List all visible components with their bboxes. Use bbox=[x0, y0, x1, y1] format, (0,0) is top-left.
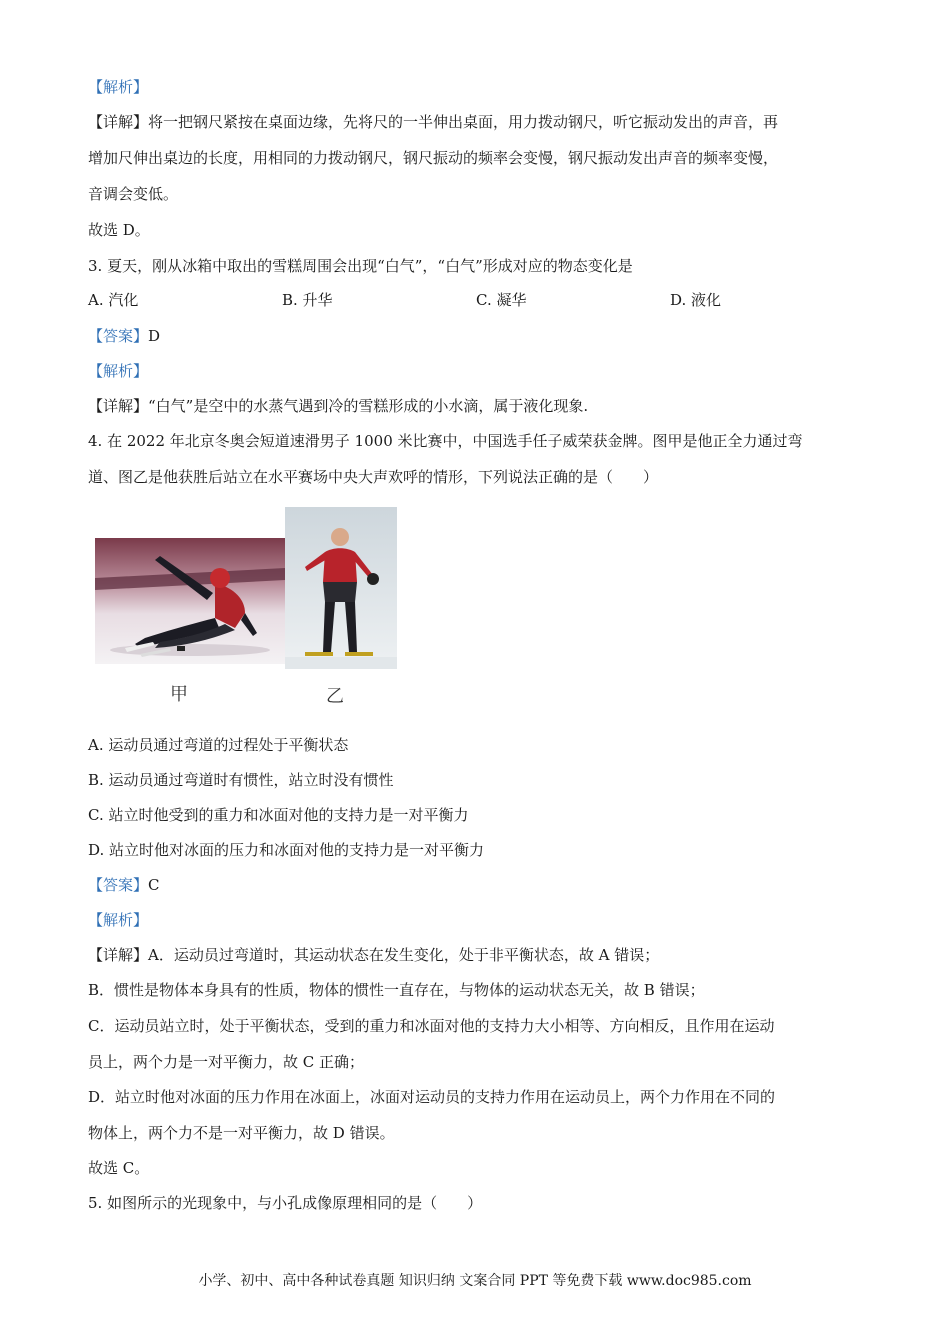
analysis-tag: 【解析】 bbox=[88, 78, 149, 96]
q3-option-d: D. 液化 bbox=[670, 291, 722, 309]
q4-detail bbox=[88, 945, 659, 965]
figure-jia-caption: 甲 bbox=[170, 684, 188, 705]
detail-tag: 【详解】 bbox=[88, 397, 149, 415]
q3-answer bbox=[88, 326, 160, 346]
figure-jia-photo bbox=[95, 538, 285, 664]
text-line: 物体上，两个力不是一对平衡力，故 D 错误。 bbox=[88, 1124, 395, 1142]
text-line: D．站立时他对冰面的压力作用在冰面上，冰面对运动员的支持力作用在运动员上，两个力作用在不同的 bbox=[88, 1088, 776, 1106]
q4-answer bbox=[88, 875, 160, 895]
answer-tag: 【答案】 bbox=[88, 327, 149, 345]
figure-yi-caption: 乙 bbox=[326, 686, 344, 707]
q3-option-c: C. 凝华 bbox=[476, 291, 527, 309]
text-line: 员上，两个力是一对平衡力，故 C 正确； bbox=[88, 1053, 365, 1071]
q4-option-b: B. 运动员通过弯道时有惯性，站立时没有惯性 bbox=[88, 771, 394, 789]
detail-paragraph bbox=[88, 112, 778, 132]
answer-tag: 【答案】 bbox=[88, 876, 149, 894]
question-5: 5. 如图所示的光现象中，与小孔成像原理相同的是（ ） bbox=[88, 1194, 483, 1212]
page-footer: 小学、初中、高中各种试卷真题 知识归纳 文案合同 PPT 等免费下载 www.doc985.com bbox=[198, 1273, 752, 1289]
detail-text: “白气”是空中的水蒸气遇到冷的雪糕形成的小水滴，属于液化现象. bbox=[148, 397, 589, 415]
detail-text: A．运动员过弯道时，其运动状态在发生变化，处于非平衡状态，故 A 错误； bbox=[148, 946, 660, 964]
detail-tag: 【详解】 bbox=[88, 113, 149, 131]
text-line: 增加尺伸出桌边的长度，用相同的力拨动钢尺，钢尺振动的频率会变慢，钢尺振动发出声音的频率变慢， bbox=[88, 149, 779, 167]
q3-option-b: B. 升华 bbox=[282, 291, 333, 309]
question-3: 3. 夏天，刚从冰箱中取出的雪糕周围会出现“白气”，“白气”形成对应的物态变化是 bbox=[88, 257, 633, 275]
q3-option-a: A. 汽化 bbox=[88, 291, 139, 309]
q3-detail bbox=[88, 396, 588, 416]
text-line: 音调会变低。 bbox=[88, 185, 179, 203]
analysis-tag: 【解析】 bbox=[88, 911, 149, 929]
question-4-line2: 道、图乙是他获胜后站立在水平赛场中央大声欢呼的情形，下列说法正确的是（ ） bbox=[88, 468, 659, 486]
q4-option-d: D. 站立时他对冰面的压力和冰面对他的支持力是一对平衡力 bbox=[88, 841, 485, 859]
text-line: C．运动员站立时，处于平衡状态，受到的重力和冰面对他的支持力大小相等、方向相反，且作用在运动 bbox=[88, 1017, 775, 1035]
analysis-tag: 【解析】 bbox=[88, 362, 149, 380]
skater-curve-illustration bbox=[95, 538, 285, 664]
detail-text: 将一把钢尺紧按在桌面边缘，先将尺的一半伸出桌面，用力拨动钢尺，听它振动发出的声音，再 bbox=[148, 113, 779, 131]
q4-option-c: C. 站立时他受到的重力和冰面对他的支持力是一对平衡力 bbox=[88, 806, 469, 824]
q4-option-a: A. 运动员通过弯道的过程处于平衡状态 bbox=[88, 736, 349, 754]
question-4-line1: 4. 在 2022 年北京冬奥会短道速滑男子 1000 米比赛中，中国选手任子威荣获金牌。图甲是他正全力通过弯 bbox=[88, 432, 803, 450]
text-line: B．惯性是物体本身具有的性质，物体的惯性一直存在，与物体的运动状态无关，故 B 错误； bbox=[88, 981, 705, 999]
answer-choice-line: 故选 D。 bbox=[88, 221, 150, 239]
answer-value: C bbox=[148, 876, 160, 894]
skater-standing-illustration bbox=[285, 507, 397, 669]
answer-choice-line: 故选 C。 bbox=[88, 1159, 150, 1177]
answer-value: D bbox=[148, 327, 161, 345]
figure-yi-photo bbox=[285, 507, 397, 669]
detail-tag: 【详解】 bbox=[88, 946, 149, 964]
